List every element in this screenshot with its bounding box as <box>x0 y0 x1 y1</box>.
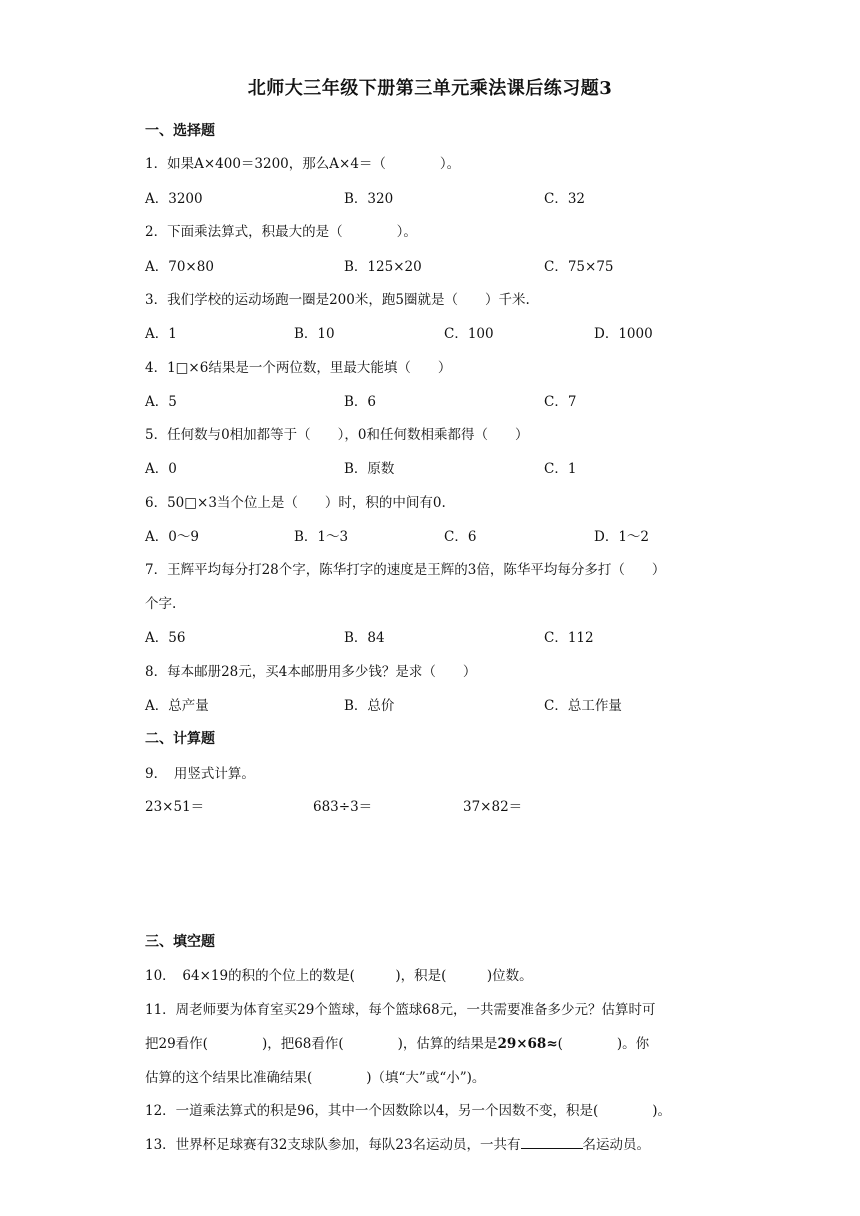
question-2: 2．下面乘法算式，积最大的是（ ）。 <box>145 224 417 240</box>
q13-text-b: 名运动员。 <box>582 1137 651 1153</box>
question-4: 4．1□×6结果是一个两位数，里最大能填（ ） <box>145 360 452 376</box>
q4-option-c: C．7 <box>544 394 577 410</box>
q3-option-b: B．10 <box>294 326 335 342</box>
question-12: 12．一道乘法算式的积是96，其中一个因数除以4，另一个因数不变，积是( )。 <box>145 1103 671 1119</box>
q5-option-c: C．1 <box>544 461 577 477</box>
question-11-line-3: 估算的这个结果比准确结果( )（填“大”或“小”)。 <box>145 1070 486 1086</box>
q13-text-a: 13．世界杯足球赛有32支球队参加，每队23名运动员，一共有 <box>145 1137 521 1153</box>
question-10: 10． 64×19的积的个位上的数是( )，积是( )位数。 <box>145 968 533 984</box>
question-9: 9． 用竖式计算。 <box>145 766 255 782</box>
q6-option-a: A．0～9 <box>145 529 199 545</box>
q7-option-c: C．112 <box>544 630 594 646</box>
question-13 <box>145 1133 650 1153</box>
q8-option-b: B．总价 <box>344 698 395 714</box>
q6-option-c: C．6 <box>444 529 477 545</box>
question-7: 7．王辉平均每分打28个字，陈华打字的速度是王辉的3倍，陈华平均每分多打（ ） <box>145 562 666 578</box>
question-5: 5．任何数与0相加都等于（ ），0和任何数相乘都得（ ） <box>145 427 529 443</box>
q11-line2-text-b: ( )。你 <box>557 1036 650 1052</box>
q11-estimate-expression: 29×68≈ <box>497 1036 558 1052</box>
q6-option-b: B．1～3 <box>294 529 349 545</box>
q7-option-a: A．56 <box>145 630 186 646</box>
question-11-line-1: 11．周老师要为体育室买29个篮球，每个篮球68元，一共需要准备多少元？估算时可 <box>145 1002 656 1018</box>
q5-option-a: A．0 <box>145 461 177 477</box>
q2-option-b: B．125×20 <box>344 259 422 275</box>
q8-option-c: C．总工作量 <box>544 698 622 714</box>
q1-option-a: A．3200 <box>145 191 203 207</box>
section-heading-choice: 一、选择题 <box>145 123 215 139</box>
q11-line2-text-a: 把29看作( )，把68看作( )，估算的结果是 <box>145 1036 498 1052</box>
question-11-line-2 <box>145 1032 649 1052</box>
calc-expression-1: 23×51＝ <box>145 799 205 815</box>
q1-option-c: C．32 <box>544 191 586 207</box>
q6-option-d: D．1～2 <box>594 529 650 545</box>
question-1: 1．如果A×400＝3200，那么A×4＝（ ）。 <box>145 156 461 172</box>
q7-option-b: B．84 <box>344 630 385 646</box>
q4-option-b: B．6 <box>344 394 377 410</box>
q1-option-b: B．320 <box>344 191 394 207</box>
calc-expression-3: 37×82＝ <box>463 799 523 815</box>
section-heading-calc: 二、计算题 <box>145 731 215 747</box>
q8-option-a: A．总产量 <box>145 698 209 714</box>
page-title: 北师大三年级下册第三单元乘法课后练习题3 <box>247 78 613 99</box>
question-3: 3．我们学校的运动场跑一圈是200米，跑5圈就是（ ）千米. <box>145 292 530 308</box>
q3-option-d: D．1000 <box>594 326 653 342</box>
q3-option-a: A．1 <box>145 326 177 342</box>
q2-option-c: C．75×75 <box>544 259 614 275</box>
q3-option-c: C．100 <box>444 326 494 342</box>
q5-option-b: B．原数 <box>344 461 395 477</box>
question-7-continued: 个字. <box>145 596 177 612</box>
calc-expression-2: 683÷3＝ <box>313 799 373 815</box>
q2-option-a: A．70×80 <box>145 259 214 275</box>
question-8: 8．每本邮册28元，买4本邮册用多少钱？是求（ ） <box>145 664 477 680</box>
section-heading-fill: 三、填空题 <box>145 934 215 950</box>
q13-answer-blank[interactable] <box>521 1136 583 1149</box>
q4-option-a: A．5 <box>145 394 177 410</box>
question-6: 6．50□×3当个位上是（ ）时，积的中间有0. <box>145 495 446 511</box>
